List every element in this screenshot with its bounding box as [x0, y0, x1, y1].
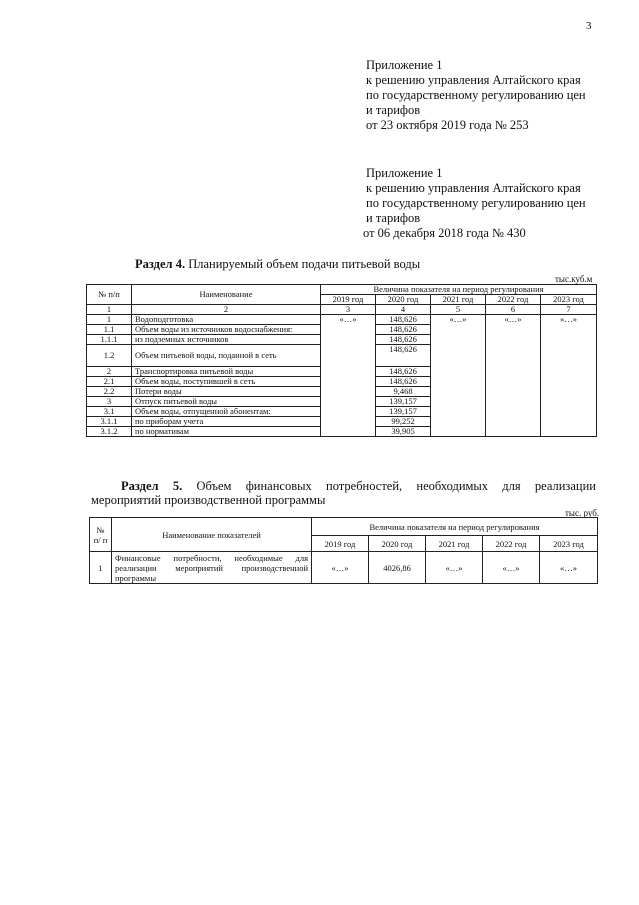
section4-label: Раздел 4.	[135, 257, 186, 271]
appendix-line: и тарифов	[366, 211, 421, 225]
row-name: Объем воды из источников водоснабжения:	[132, 325, 321, 335]
section4-unit: тыс.куб.м	[555, 274, 593, 284]
appendix-date: от 06 декабря 2018 года № 430	[363, 226, 526, 240]
cell-2021: «…»	[431, 315, 486, 437]
header-period: Величина показателя на период регулирования	[312, 518, 598, 536]
section5-title-line2: мероприятий производственной программы	[91, 493, 326, 507]
header-year: 2023 год	[541, 295, 597, 305]
cell-2022: «…»	[483, 552, 540, 584]
row-name: Объем воды, отпущенной абонентам:	[132, 407, 321, 417]
header-period: Величина показателя на период регулирования	[321, 285, 597, 295]
row-num: 1.2	[87, 345, 132, 367]
cell-2020: 148,626	[376, 367, 431, 377]
row-name: Объем питьевой воды, поданной в сеть	[132, 345, 321, 367]
cell-2020: 39,905	[376, 427, 431, 437]
row-num: 1	[90, 552, 112, 584]
table-row	[87, 315, 597, 325]
header-num: № п/п	[87, 285, 132, 305]
appendix-title: Приложение 1	[366, 58, 443, 72]
cell-2022: «…»	[486, 315, 541, 437]
cell-2020: 148,626	[376, 345, 431, 367]
header-year: 2019 год	[321, 295, 376, 305]
cell-2020: 148,626	[376, 325, 431, 335]
col-number: 1	[87, 305, 132, 315]
section5-title-text: Объем финансовых потребностей, необходимых для реализации	[182, 479, 596, 493]
section5-label: Раздел 5.	[121, 479, 183, 493]
section5-title	[91, 479, 596, 507]
cell-2020: 9,468	[376, 387, 431, 397]
cell-2021: «…»	[426, 552, 483, 584]
row-num: 1.1	[87, 325, 132, 335]
cell-2020: 148,626	[376, 335, 431, 345]
row-num: 3	[87, 397, 132, 407]
col-number: 7	[541, 305, 597, 315]
col-number: 6	[486, 305, 541, 315]
row-name: по приборам учета	[132, 417, 321, 427]
appendix-line: по государственному регулированию цен	[366, 196, 586, 210]
header-name: Наименование показателей	[112, 518, 312, 552]
cell-2020: 99,252	[376, 417, 431, 427]
header-year: 2023 год	[540, 536, 598, 552]
header-year: 2022 год	[486, 295, 541, 305]
header-year: 2021 год	[431, 295, 486, 305]
cell-2020: 148,626	[376, 315, 431, 325]
appendix-title: Приложение 1	[366, 166, 443, 180]
row-num: 3.1.2	[87, 427, 132, 437]
section4-title-text: Планируемый объем подачи питьевой воды	[185, 257, 421, 271]
row-num: 2.2	[87, 387, 132, 397]
appendix-line: к решению управления Алтайского края	[366, 181, 581, 195]
appendix-date: от 23 октября 2019 года № 253	[366, 118, 529, 132]
col-number: 3	[321, 305, 376, 315]
section4-title	[135, 257, 420, 272]
row-name: Водоподготовка	[132, 315, 321, 325]
section5-table	[89, 517, 598, 584]
row-num: 1.1.1	[87, 335, 132, 345]
appendix-line: по государственному регулированию цен	[366, 88, 586, 102]
cell-2020: 4026,86	[369, 552, 426, 584]
row-name: по нормативам	[132, 427, 321, 437]
table-row	[90, 552, 598, 584]
row-num: 3.1	[87, 407, 132, 417]
row-num: 2.1	[87, 377, 132, 387]
cell-2020: 139,157	[376, 397, 431, 407]
header-num: № п/ п	[90, 518, 112, 552]
row-name: Финансовые потребности, необходимые для реализации мероприятий производственной программы	[112, 552, 312, 584]
appendix-line: и тарифов	[366, 103, 421, 117]
cell-2019: «…»	[312, 552, 369, 584]
row-num: 1	[87, 315, 132, 325]
row-name: Транспортировка питьевой воды	[132, 367, 321, 377]
col-number: 5	[431, 305, 486, 315]
row-name: Потери воды	[132, 387, 321, 397]
col-number: 4	[376, 305, 431, 315]
section4-table	[86, 284, 597, 437]
appendix-line: к решению управления Алтайского края	[366, 73, 581, 87]
header-year: 2020 год	[369, 536, 426, 552]
header-year: 2020 год	[376, 295, 431, 305]
row-name: Объем воды, поступившей в сеть	[132, 377, 321, 387]
appendix-new-block	[366, 58, 586, 133]
row-name: Отпуск питьевой воды	[132, 397, 321, 407]
header-year: 2022 год	[483, 536, 540, 552]
section5-unit: тыс. руб.	[565, 508, 600, 518]
header-year: 2021 год	[426, 536, 483, 552]
cell-2023: «…»	[541, 315, 597, 437]
page-number: 3	[586, 20, 592, 32]
appendix-old-block	[363, 166, 586, 241]
col-number: 2	[132, 305, 321, 315]
cell-2020: 139,157	[376, 407, 431, 417]
header-name: Наименование	[132, 285, 321, 305]
row-num: 3.1.1	[87, 417, 132, 427]
cell-2023: «…»	[540, 552, 598, 584]
header-year: 2019 год	[312, 536, 369, 552]
cell-2020: 148,626	[376, 377, 431, 387]
row-num: 2	[87, 367, 132, 377]
cell-2019: «…»	[321, 315, 376, 437]
row-name: из подземных источников	[132, 335, 321, 345]
